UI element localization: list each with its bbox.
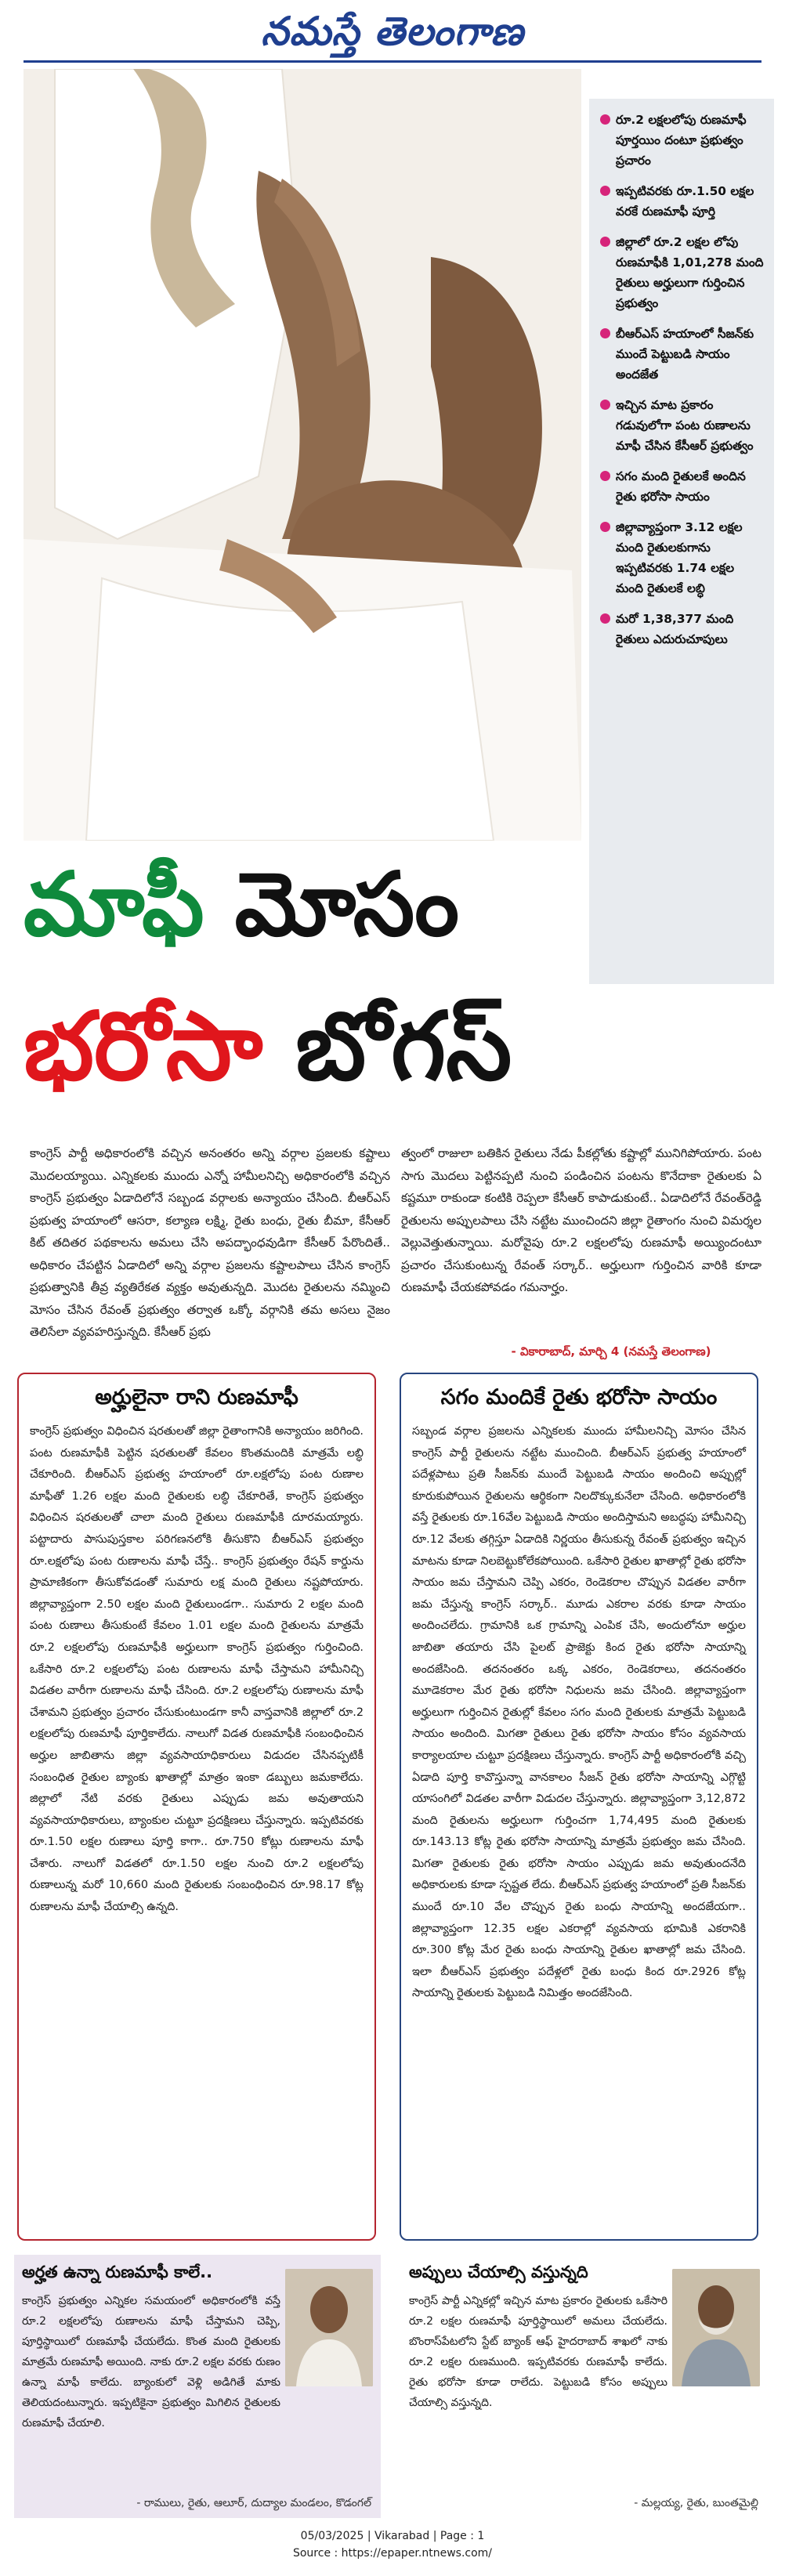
highlight-item: బీఆర్ఎస్ హయాంలో సీజన్‌కు ముందే పెట్టుబడి సాయం అందజేత (599, 324, 765, 385)
bullet-icon (600, 471, 610, 481)
dateline: - వికారాబాద్, మార్చి 4 (నమస్తే తెలంగాణ) (511, 1344, 711, 1359)
headline-line-2 (24, 981, 584, 1122)
story-box-title: సగం మందికే రైతు భరోసా సాయం (440, 1385, 718, 1409)
headline-word-bharosa: భరోసా (24, 993, 263, 1102)
footer-source: Source : https://epaper.ntnews.com/ (292, 2547, 493, 2560)
bullet-icon (600, 114, 610, 125)
portrait-illustration (672, 2269, 760, 2386)
portrait-illustration (285, 2269, 373, 2386)
story-box-loan-waiver (17, 1373, 376, 2241)
farmer-portrait-photo (672, 2269, 760, 2386)
highlight-item: ఇచ్చిన మాట ప్రకారం గడువులోగా పంట రుణాలను మాఫీ చేసిన కేసీఆర్ ప్రభుత్వం (599, 395, 765, 456)
story-box-title: అర్హులైనా రాని రుణమాఫీ (95, 1385, 298, 1409)
story-box-rythu-bharosa (400, 1373, 758, 2241)
quote-text: కాంగ్రెస్ ప్రభుత్వం ఎన్నికల సమయంలో అధికారంలోకి వస్తే రూ.2 లక్షలలోపు రుణాలను మాఫీ చేస్తామని చెప్పి, పూర్తిస్థాయిలో రుణమాఫీ చేయలేదు. కొంత మంది రైతులకు మాత్రమే రుణమాఫీ అయింది. నాకు రూ.2 లక్షల వరకు రుణం ఉన్నా మాఫీ కాలేదు. బ్యాంకులో వెళ్లి అడిగితే మాకు తెలియదంటున్నారు. ఇప్పటికైనా ప్రభుత్వం మిగిలిన రైతులకు రుణమాఫీ చేయాలి. (22, 2295, 280, 2429)
farmer-portrait-photo (285, 2269, 373, 2386)
highlight-item: రూ.2 లక్షలలోపు రుణమాఫీ పూర్తయిం దంటూ ప్రభుత్వం ప్రచారం (599, 110, 765, 171)
story-box-body: కాంగ్రెస్ ప్రభుత్వం విధించిన షరతులతో జిల్లా రైతాంగానికి అన్యాయం జరిగింది. పంట రుణమాఫీకి పెట్టిన షరతులతో కేవలం కొంతమందికి మాత్రమే లబ్ధి చేకూరింది. బీఆర్ఎస్ ప్రభుత్వ హయాంలో రూ.లక్షలోపు పంట రుణాల మాఫీతో 1.26 లక్షల మంది రైతులకు లబ్ధి చేకూరితే, కాంగ్రెస్ ప్రభుత్వం విధించిన షరతులతో చాలా మంది రైతులు రుణమాఫీకి దూరమయ్యారు. పట్టాదారు పాసుపుస్తకాల పరిగణనలోకి తీసుకొని బీఆర్ఎస్ ప్రభుత్వం రూ.లక్షలోపు పంట రుణాలను మాఫీ చేస్తే.. కాంగ్రెస్ ప్రభుత్వం రేషన్ కార్డును ప్రామాణికంగా తీసుకోవడంతో సుమారు లక్ష మంది రైతులు నష్టపోయారు. జిల్లావ్యాప్తంగా 2.50 లక్షల మంది రైతులుండగా.. సుమారు 2 లక్షల మంది పంట రుణాలు తీసుకుంటే కేవలం 1.01 లక్షల మంది రైతులను మాత్రమే రూ.2 లక్షలలోపు రుణమాఫీకి అర్హులుగా కాంగ్రెస్ ప్రభుత్వం గుర్తించింది. ఒకేసారి రూ.2 లక్షలలోపు పంట రుణాలను మాఫీ చేస్తామని హామీనిచ్చి విడతల వారీగా రుణాలను మాఫీ చేసింది. రూ.2 లక్షలలోపు రుణాలను మాఫీ చేశామని ప్రభుత్వం ప్రచారం చేసుకుంటుండగా కానీ వాస్తవానికి జిల్లాలో రూ.2 లక్షలలోపు రుణమాఫీ పూర్తికాలేదు. నాలుగో విడత రుణమాఫీకి సంబంధించిన అర్హుల జాబితాను జిల్లా వ్యవసాయాధికారులు విడుదల చేసినప్పటికీ సంబంధిత రైతుల బ్యాంకు ఖాతాల్లో మాత్రం ఇంకా డబ్బులు జమకాలేదు. జిల్లాలో నేటి వరకు రైతులు ఎప్పుడు జమ అవుతాయని వ్యవసాయాధికారులు, బ్యాంకుల చుట్టూ ప్రదక్షిణలు చేస్తున్నారు. ఇప్పటివరకు రూ.1.50 లక్షల రుణాలు పూర్తి కాగా.. రూ.750 కోట్లు రుణాలను మాఫీ చేశారు. నాలుగో విడతలో రూ.1.50 లక్షల నుంచి రూ.2 లక్షలలోపు రుణాలున్న మరో 10,660 మంది రైతులకు సంబంధించిన రూ.98.17 కోట్ల రుణాలను మాఫీ చేయాల్సి ఉన్నది. (30, 1425, 364, 1914)
farmer-quote-right (401, 2255, 768, 2518)
quote-title: అప్పులు చేయాల్సి వస్తున్నది (409, 2263, 588, 2281)
quote-signature: - మల్లయ్య, రైతు, బుంతమైల్లి (634, 2497, 758, 2509)
headline-word-mafi: మాఫీ (24, 854, 204, 956)
highlight-item: సగం మంది రైతులకే అందిన రైతు భరోసా సాయం (599, 466, 765, 507)
bullet-icon (600, 237, 610, 247)
bullet-icon (600, 400, 610, 410)
farmer-photo (24, 69, 581, 841)
highlight-item: జిల్లావ్యాప్తంగా 3.12 లక్షల మంది రైతులకుగాను ఇప్పటివరకు 1.74 లక్షల మంది రైతులకే లబ్ధి (599, 517, 765, 599)
headline-word-bogus: బోగస్ (295, 993, 512, 1102)
footer-edition-info: 05/03/2025 | Vikarabad | Page : 1 (300, 2530, 485, 2542)
highlights-sidebar (589, 99, 774, 984)
highlight-item: జిల్లాలో రూ.2 లక్షల లోపు రుణమాఫీకి 1,01,278 మంది రైతులు అర్హులుగా గుర్తించిన ప్రభుత్వం (599, 232, 765, 313)
bullet-icon (600, 522, 610, 532)
story-box-body: సబ్బండ వర్గాల ప్రజలను ఎన్నికలకు ముందు హామీలనిచ్చి మోసం చేసిన కాంగ్రెస్ పార్టీ రైతులను నట్టేట ముంచింది. బీఆర్ఎస్ ప్రభుత్వ హయాంలో పదేళ్లపాటు ప్రతి సీజన్‌కు ముందే పెట్టుబడి సాయం అందించి అప్పుల్లో కూరుకుపోయిన రైతులను ఆర్థికంగా నిలదొక్కుకునేలా చేసింది. అధికారంలోకి వస్తే రైతులకు రూ.16వేల పెట్టుబడి సాయం అందిస్తామని అబద్ధపు హామీనిచ్చి రూ.12 వేలకు తగ్గిస్తూ ఏడాదికి నిర్ణయం తీసుకున్న రేవంత్ ప్రభుత్వం ఇచ్చిన మాటను కూడా నిలబెట్టుకోలేకపోయింది. ఒకేసారి రైతుల ఖాతాల్లో రైతు భరోసా సాయం జమ చేస్తామని చెప్పి ఎకరం, రెండెకరాల చొప్పున విడతల వారీగా జమ చేస్తున్న కాంగ్రెస్ సర్కార్.. మూడు ఎకరాల వరకు కూడా సాయం అందించలేదు. గ్రామానికి ఒక గ్రామాన్ని ఎంపిక చేసి, అందులోనూ అర్హుల జాబితా తయారు చేసి పైలట్ ప్రాజెక్టు కింద రైతు భరోసా సాయాన్ని అందజేసింది. తదనంతరం ఒక్క ఎకరం, రెండెకరాలు, తదనంతరం మూడెకరాల మేర రైతు భరోసా నిధులను జమ చేసింది. జిల్లావ్యాప్తంగా అర్హులుగా గుర్తించిన రైతుల్లో కేవలం సగం మంది రైతులకు మాత్రమే పెట్టుబడి సాయం అందింది. మిగతా రైతులు రైతు భరోసా సాయం కోసం వ్యవసాయ కార్యాలయాల చుట్టూ ప్రదక్షిణలు చేస్తున్నారు. కాంగ్రెస్ పార్టీ అధికారంలోకి వచ్చి ఏడాది పూర్తి కావొస్తున్నా వానకాలం సీజన్ రైతు భరోసా సాయాన్ని ఎగ్గొట్టి యాసంగిలో విడతల వారీగా విడుదల చేస్తున్నారు. జిల్లావ్యాప్తంగా 3,12,872 మంది రైతులను అర్హులుగా గుర్తించగా 1,74,495 మంది రైతులకు రూ.143.13 కోట్ల రైతు భరోసా సాయాన్ని మాత్రమే ప్రభుత్వం జమ చేసింది. మిగతా రైతులకు రైతు భరోసా సాయం ఎప్పుడు జమ అవుతుందనేది అధికారులకు కూడా స్పష్టత లేదు. బీఆర్ఎస్ ప్రభుత్వ హయాంలో ప్రతి సీజన్‌కు ముందే రూ.10 వేల చొప్పున రైతు బంధు సాయాన్ని అందజేయగా.. జిల్లావ్యాప్తంగా 12.35 లక్షల ఎకరాల్లో వ్యవసాయ భూమికి ఎకరానికి రూ.300 కోట్ల మేర రైతు బంధు సాయాన్ని రైతుల ఖాతాల్లో జమ చేసింది. ఇలా బీఆర్ఎస్ ప్రభుత్వం పదేళ్లలో రైతు బంధు కింద రూ.2926 కోట్ల సాయాన్ని రైతులకు పెట్టుబడి నిమిత్తం అందజేసింది. (412, 1425, 747, 2000)
masthead (0, 0, 785, 67)
bullet-icon (600, 328, 610, 338)
lede-paragraph-right: త్వంలో రాజులా బతికిన రైతులు నేడు పీకల్లోతు కష్టాల్లో మునిగిపోయారు. పంట సాగు మొదలు పెట్టినప్పటి నుంచి పండించిన పంటను కొనేదాకా రైతులకు ఏ కష్టమూ రాకుండా కంటికి రెప్పలా కేసీఆర్ కాపాడుకుంటే.. ఏడాదిలోనే రేవంత్‌రెడ్డి రైతులను అప్పులపాలు చేసి నట్టేట ముంచిందని జిల్లా రైతాంగం నుంచి విమర్శల వెల్లువెత్తుతున్నాయి. మరోవైపు రూ.2 లక్షలలోపు రుణమాఫీ అయ్యిందంటూ ప్రచారం చేసుకుంటున్న రేవంత్ సర్కార్.. అర్హులుగా గుర్తించిన వారికి కూడా రుణమాఫీ చేయకపోవడం గమనార్హం. (401, 1146, 761, 1294)
page-footer (0, 2527, 785, 2562)
masthead-rule (24, 60, 761, 63)
highlight-item: ఇప్పటివరకు రూ.1.50 లక్షల వరకే రుణమాఫీ పూర్తి (599, 181, 765, 222)
farmer-quote-left (14, 2255, 381, 2518)
quote-title: అర్హత ఉన్నా రుణమాఫీ కాలే.. (22, 2263, 213, 2281)
quote-signature: - రాములు, రైతు, ఆలూర్, దుద్యాల మండలం, కొడంగల్ (136, 2497, 371, 2509)
quote-text: కాంగ్రెస్ పార్టీ ఎన్నికల్లో ఇచ్చిన మాట ప్రకారం రైతులకు ఒకేసారి రూ.2 లక్షల రుణమాఫీ పూర్తిస్థాయిలో అమలు చేయలేదు. బొంరాస్‌పేటలోని స్టేట్ బ్యాంక్ ఆఫ్ హైదరాబాద్ శాఖలో నాకు రూ.2 లక్షల రుణముంది. ఇప్పటివరకు రుణమాఫీ కాలేదు. రైతు భరోసా కూడా రాలేదు. పెట్టుబడి కోసం అప్పులు చేయాల్సి వస్తున్నది. (409, 2295, 667, 2409)
headline-line-1 (24, 846, 584, 971)
bullet-icon (600, 613, 610, 624)
highlight-item: మరో 1,38,377 మంది రైతులు ఎదురుచూపులు (599, 609, 765, 649)
farmer-illustration (24, 69, 581, 841)
newspaper-name: నమస్తే తెలంగాణ (261, 8, 524, 54)
headline-word-mosam: మోసం (234, 854, 459, 956)
bullet-icon (600, 186, 610, 196)
lede-paragraph-left: కాంగ్రెస్ పార్టీ అధికారంలోకి వచ్చిన అనంతరం అన్ని వర్గాల ప్రజలకు కష్టాలు మొదలయ్యాయి. ఎన్నికలకు ముందు ఎన్నో హామీలనిచ్చి అధికారంలోకి వచ్చిన కాంగ్రెస్ ప్రభుత్వం ఏడాదిలోనే సబ్బండ వర్గాలకు అన్యాయం చేసింది. బీఆర్ఎస్ ప్రభుత్వ హయాంలో ఆసరా, కల్యాణ లక్ష్మి, రైతు బంధు, రైతు బీమా, కేసీఆర్ కిట్ తదితర పథకాలను అమలు చేసి అపద్భాంధవుడిగా కేసీఆర్ పేరొందితే.. అధికారం చేపట్టిన ఏడాదిలో అన్ని వర్గాల ప్రజలను కష్టాలపాలు చేసిన కాంగ్రెస్ ప్రభుత్వానికి తీవ్ర వ్యతిరేకత వ్యక్తం అవుతున్నది. మొదట రైతులను నమ్మించి మోసం చేసిన రేవంత్ ప్రభుత్వం తర్వాత ఒక్కో వర్గానికి తమ అసలు నైజం తెలిసేలా వ్యవహరిస్తున్నది. కేసీఆర్ ప్రభు (30, 1146, 390, 1339)
